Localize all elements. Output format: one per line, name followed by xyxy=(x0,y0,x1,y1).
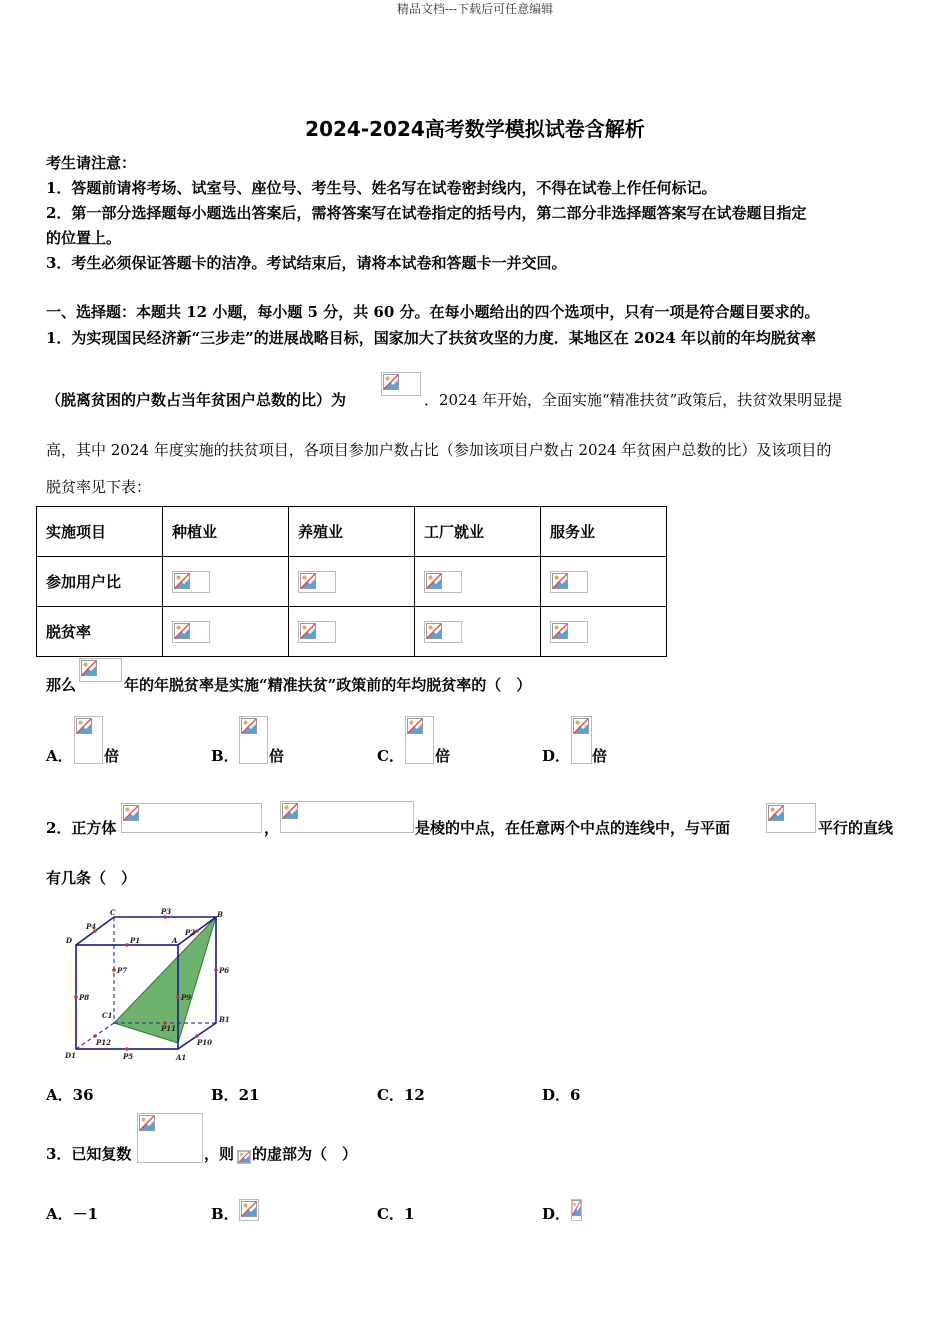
table-cell xyxy=(289,607,415,657)
broken-image-icon xyxy=(81,660,97,676)
vertex-label: D xyxy=(66,936,73,945)
formula-image xyxy=(237,1150,251,1164)
q2-option-a[interactable]: A．36 xyxy=(46,1086,94,1104)
formula-image xyxy=(74,716,103,764)
q2-part1: 2．正方体 xyxy=(46,819,117,837)
formula-image xyxy=(280,801,414,833)
formula-image xyxy=(550,621,588,643)
row-label: 脱贫率 xyxy=(37,607,163,657)
formula-image xyxy=(298,571,336,593)
q1-option-d[interactable]: D． xyxy=(542,747,571,765)
broken-image-icon xyxy=(123,805,139,821)
broken-image-icon xyxy=(407,718,423,734)
broken-image-icon xyxy=(238,1151,250,1163)
vertex-label: A1 xyxy=(176,1053,187,1062)
formula-image xyxy=(405,716,434,764)
option-suffix: 倍 xyxy=(104,747,120,765)
formula-image xyxy=(424,571,462,593)
midpoint-label: P10 xyxy=(197,1038,213,1047)
notice-item-3: 3．考生必须保证答题卡的洁净。考试结束后，请将本试卷和答题卡一并交回。 xyxy=(46,254,567,272)
formula-image xyxy=(239,1199,259,1221)
option-suffix: 倍 xyxy=(592,747,608,765)
row-label: 参加用户比 xyxy=(37,557,163,607)
broken-image-icon xyxy=(76,718,92,734)
vertex-label: C1 xyxy=(102,1011,113,1020)
vertex-label: B xyxy=(217,910,223,919)
q1-line3: 高，其中 2024 年度实施的扶贫项目，各项目参加户数占比（参加该项目户数占 2024 年贫困户总数的比）及该项目的 xyxy=(46,441,832,459)
formula-image xyxy=(172,571,210,593)
midpoint-label: P3 xyxy=(161,907,172,916)
table-cell xyxy=(289,557,415,607)
table-header-cell: 实施项目 xyxy=(37,507,163,557)
table-header-cell: 种植业 xyxy=(163,507,289,557)
header-note: 精品文档---下载后可任意编辑 xyxy=(396,2,554,16)
table-row xyxy=(37,557,667,607)
formula-image xyxy=(121,803,262,833)
broken-image-icon xyxy=(573,718,589,734)
broken-image-icon xyxy=(552,623,568,639)
table-cell xyxy=(541,607,667,657)
broken-image-icon xyxy=(426,573,442,589)
q3-option-a[interactable]: A．－1 xyxy=(46,1205,99,1223)
q1-option-c[interactable]: C． xyxy=(377,747,404,765)
midpoint-label: P6 xyxy=(219,966,230,975)
broken-image-icon xyxy=(768,805,784,821)
vertex-label: C xyxy=(110,908,116,917)
vertex-label: A xyxy=(172,936,178,945)
formula-image xyxy=(550,571,588,593)
q1-line2b: ．2024 年开始，全面实施“精准扶贫”政策后，扶贫效果明显提 xyxy=(424,391,843,409)
formula-image xyxy=(239,716,268,764)
formula-image xyxy=(298,621,336,643)
table-cell xyxy=(163,607,289,657)
broken-image-icon xyxy=(282,803,298,819)
q2-part2: 是棱的中点，在任意两个中点的连线中，与平面 xyxy=(415,819,731,837)
q3-part3: 的虚部为（ ） xyxy=(252,1145,358,1163)
vertex-label: D1 xyxy=(65,1051,76,1060)
midpoint-label: P4 xyxy=(86,922,97,931)
broken-image-icon xyxy=(174,623,190,639)
broken-image-icon xyxy=(383,374,399,390)
formula-image xyxy=(571,1199,582,1221)
q1-option-a[interactable]: A． xyxy=(46,747,73,765)
broken-image-icon xyxy=(552,573,568,589)
notice-item-2: 2．第一部分选择题每小题选出答案后，需将答案写在试卷指定的括号内，第二部分非选择题答案写在试卷题目指定 xyxy=(46,204,807,222)
broken-image-icon xyxy=(572,1200,581,1216)
table-header-cell: 服务业 xyxy=(541,507,667,557)
notice-item-1: 1．答题前请将考场、试室号、座位号、考生号、姓名写在试卷密封线内，不得在试卷上作任何标记。 xyxy=(46,179,717,197)
table-cell xyxy=(415,557,541,607)
broken-image-icon xyxy=(426,623,442,639)
page-title: 2024-2024高考数学模拟试卷含解析 xyxy=(305,117,645,141)
midpoint-label: P7 xyxy=(117,966,128,975)
midpoint-label: P1 xyxy=(130,936,141,945)
option-suffix: 倍 xyxy=(269,747,285,765)
q2-part3: 平行的直线 xyxy=(818,819,894,837)
broken-image-icon xyxy=(241,718,257,734)
midpoint-label: P8 xyxy=(79,993,90,1002)
q3-part2: ，则 xyxy=(204,1145,235,1163)
q1-line2a: （脱离贫困的户数占当年贫困户总数的比）为 xyxy=(46,391,347,409)
table-cell xyxy=(163,557,289,607)
q3-option-b[interactable]: B． xyxy=(211,1205,239,1223)
broken-image-icon xyxy=(300,573,316,589)
midpoint-label: P9 xyxy=(181,993,192,1002)
poverty-table xyxy=(36,506,667,657)
midpoint-label: P12 xyxy=(96,1038,112,1047)
broken-image-icon xyxy=(174,573,190,589)
table-cell xyxy=(541,557,667,607)
notice-heading: 考生请注意： xyxy=(46,154,137,172)
formula-image xyxy=(137,1113,203,1163)
q1-line4: 脱贫率见下表： xyxy=(46,478,152,496)
q2-option-b[interactable]: B．21 xyxy=(211,1086,260,1104)
midpoint-label: P11 xyxy=(161,1024,177,1033)
q2-option-c[interactable]: C．12 xyxy=(377,1086,425,1104)
q2-line2: 有几条（ ） xyxy=(46,869,137,887)
broken-image-icon xyxy=(139,1115,155,1131)
q2-option-d[interactable]: D．6 xyxy=(542,1086,581,1104)
q3-option-c[interactable]: C．1 xyxy=(377,1205,415,1223)
formula-image xyxy=(571,716,592,764)
formula-image xyxy=(79,658,122,682)
table-row xyxy=(37,607,667,657)
q3-part1: 3．已知复数 xyxy=(46,1145,132,1163)
midpoint-label: P2 xyxy=(185,928,196,937)
vertex-label: B1 xyxy=(219,1015,230,1024)
option-suffix: 倍 xyxy=(435,747,451,765)
table-header-cell: 工厂就业 xyxy=(415,507,541,557)
q1-line1: 1．为实现国民经济新“三步走”的进展战略目标，国家加大了扶贫攻坚的力度．某地区在 2024 年以前的年均脱贫率 xyxy=(46,329,816,347)
q3-option-d[interactable]: D． xyxy=(542,1205,571,1223)
formula-image xyxy=(424,621,462,643)
cube-figure xyxy=(60,905,240,1070)
broken-image-icon xyxy=(300,623,316,639)
formula-image xyxy=(766,803,816,833)
notice-item-2-cont: 的位置上。 xyxy=(46,229,122,247)
section-heading: 一、选择题：本题共 12 小题，每小题 5 分，共 60 分。在每小题给出的四个选项中，只有一项是符合题目要求的。 xyxy=(46,303,820,321)
q1-option-b[interactable]: B． xyxy=(211,747,239,765)
table-header-row xyxy=(37,507,667,557)
table-header-cell: 养殖业 xyxy=(289,507,415,557)
formula-image xyxy=(172,621,210,643)
q1-question-b: 年的年脱贫率是实施“精准扶贫”政策前的年均脱贫率的（ ） xyxy=(124,676,532,694)
q1-question-a: 那么 xyxy=(46,676,77,694)
q2-comma: ， xyxy=(264,819,280,837)
formula-image xyxy=(381,372,421,396)
table-cell xyxy=(415,607,541,657)
broken-image-icon xyxy=(241,1201,257,1217)
midpoint-label: P5 xyxy=(123,1052,134,1061)
